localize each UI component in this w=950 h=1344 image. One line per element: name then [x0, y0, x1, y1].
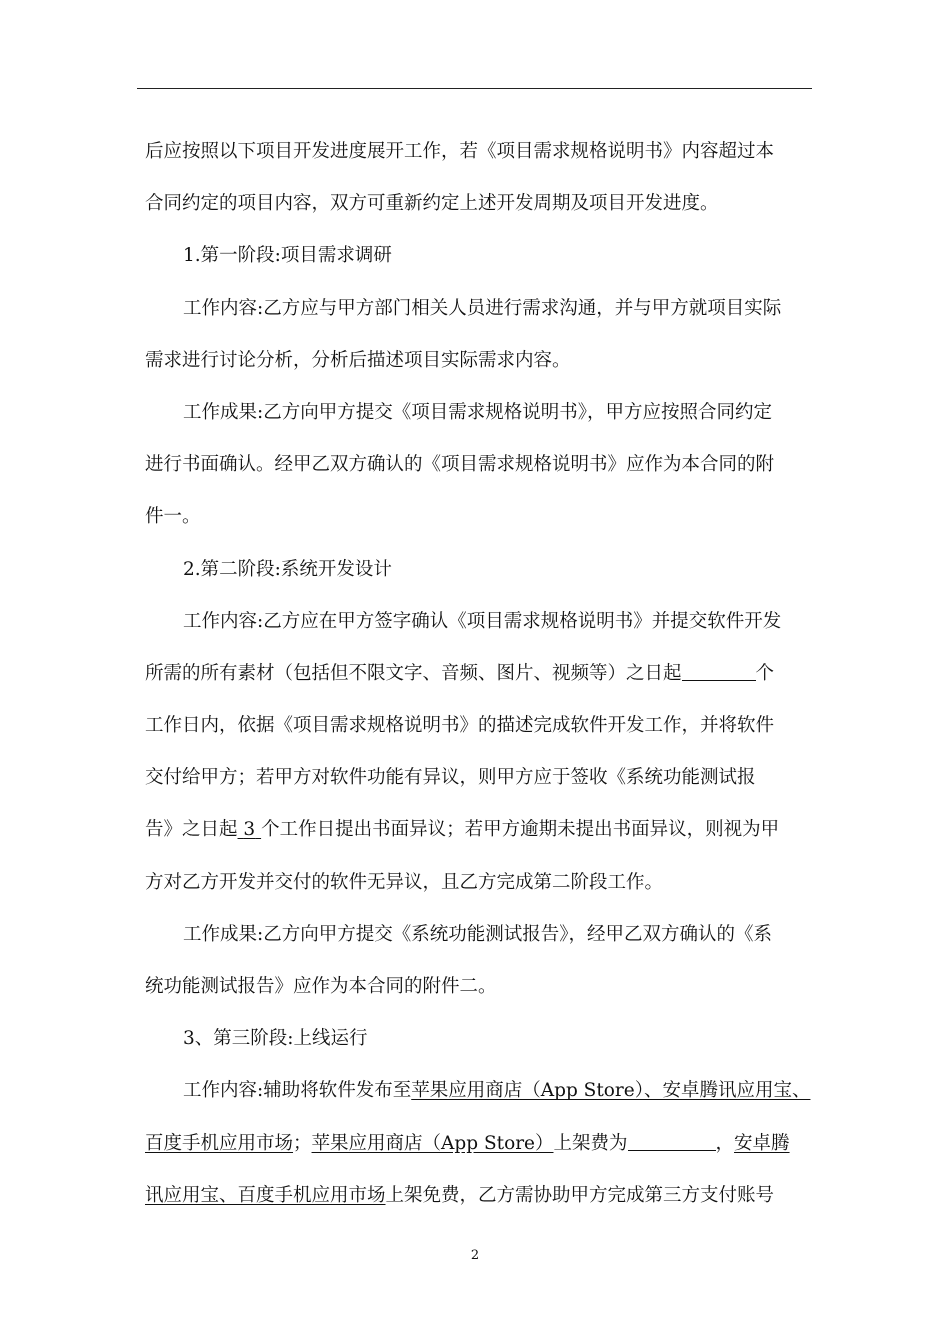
paragraph-line: 工作成果:乙方向甲方提交《项目需求规格说明书》，甲方应按照合同约定	[183, 401, 772, 423]
paragraph-line: 合同约定的项目内容，双方可重新约定上述开发周期及项目开发进度。	[145, 193, 719, 215]
paragraph-line	[145, 650, 825, 702]
section-heading: 1.第一阶段:项目需求调研	[183, 245, 392, 267]
paragraph-line: 件一。	[145, 506, 201, 528]
underlined-text: 讯应用宝、百度手机应用市场	[145, 1184, 386, 1206]
line-text: 个工作日提出书面异议；若甲方逾期未提出书面异议，则视为甲	[261, 819, 780, 841]
line-text: 工作内容:辅助将软件发布至	[183, 1080, 412, 1102]
underlined-text: 苹果应用商店（App Store）	[311, 1132, 554, 1154]
fill-blank	[682, 660, 756, 681]
line-text: 所需的所有素材（包括但不限文字、音频、图片、视频等）之日起	[145, 662, 682, 684]
paragraph-line	[145, 1172, 825, 1224]
paragraph-line: 方对乙方开发并交付的软件无异议，且乙方完成第二阶段工作。	[145, 871, 664, 893]
paragraph-line	[145, 806, 825, 858]
underlined-text: 苹果应用商店（App Store）、安卓腾讯应用宝、	[411, 1080, 811, 1102]
line-text: 上架费为	[553, 1132, 628, 1154]
paragraph-line	[145, 1067, 825, 1119]
line-text: 告》之日起	[145, 819, 238, 841]
days-value: 3	[243, 819, 256, 841]
section-heading: 3、第三阶段:上线运行	[183, 1028, 368, 1050]
paragraph-line: 工作内容:乙方应在甲方签字确认《项目需求规格说明书》并提交软件开发	[183, 610, 782, 632]
underlined-text: 百度手机应用市场	[145, 1132, 294, 1154]
document-body	[145, 128, 825, 1224]
paragraph-line	[145, 1120, 825, 1172]
line-text: ，	[715, 1132, 735, 1154]
underlined-value	[238, 819, 262, 840]
paragraph-line: 进行书面确认。经甲乙双方确认的《项目需求规格说明书》应作为本合同的附	[145, 454, 775, 476]
paragraph-line: 统功能测试报告》应作为本合同的附件二。	[145, 976, 497, 997]
paragraph-line: 工作内容:乙方应与甲方部门相关人员进行需求沟通，并与甲方就项目实际	[183, 297, 782, 319]
paragraph-line: 工作日内，依据《项目需求规格说明书》的描述完成软件开发工作，并将软件	[145, 715, 775, 737]
section-heading: 2.第二阶段:系统开发设计	[183, 558, 392, 580]
paragraph-line: 工作成果:乙方向甲方提交《系统功能测试报告》，经甲乙双方确认的《系	[183, 923, 772, 945]
underlined-text: 安卓腾	[734, 1132, 790, 1154]
line-text: 个	[755, 662, 775, 684]
paragraph-line: 交付给甲方；若甲方对软件功能有异议，则甲方应于签收《系统功能测试报	[145, 767, 756, 789]
paragraph-line: 后应按照以下项目开发进度展开工作，若《项目需求规格说明书》内容超过本	[145, 141, 775, 162]
page-number: 2	[470, 1248, 480, 1263]
line-text: 上架免费，乙方需协助甲方完成第三方支付账号	[385, 1184, 775, 1206]
line-text: ；	[293, 1132, 312, 1154]
fill-blank	[628, 1130, 716, 1151]
paragraph-line: 需求进行讨论分析，分析后描述项目实际需求内容。	[145, 349, 571, 371]
header-rule	[137, 88, 812, 89]
